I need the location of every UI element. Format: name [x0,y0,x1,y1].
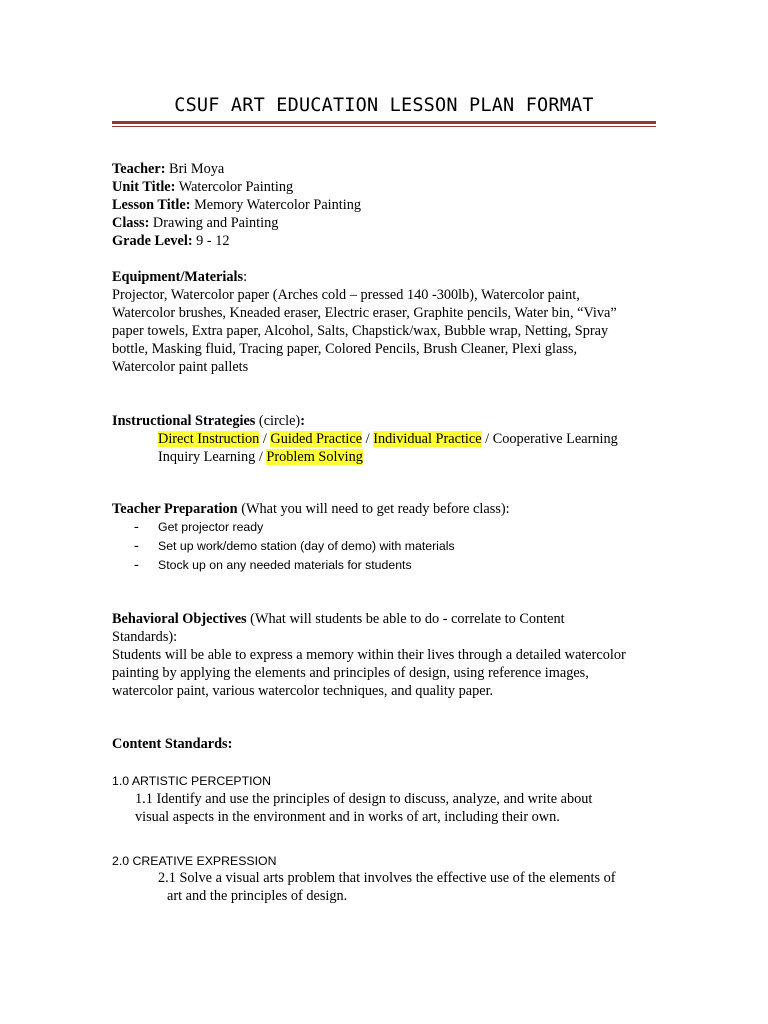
teacher-label: Teacher: [112,161,166,177]
strategy-sep: / [362,431,374,447]
strategies-line-2 [112,448,662,466]
strategies-line-1 [112,430,662,448]
bullet-dash: - [134,538,139,554]
lesson-title-line [112,196,662,214]
strategy-sep: / [255,449,267,465]
objectives-note-cont: Standards): [112,629,178,645]
preparation-item-text: Get projector ready [158,520,264,534]
bullet-dash: - [134,557,139,573]
objectives-note: (What will students be able to do - correlate to Content [246,611,565,627]
standard-2-body [158,869,708,905]
strategies-colon: : [300,413,305,429]
strategy-guided-practice: Guided Practice [270,431,363,447]
class-label: Class: [112,215,150,231]
strategy-individual-practice: Individual Practice [373,431,482,447]
preparation-heading: Teacher Preparation [112,501,238,517]
strategy-inquiry-learning: Inquiry Learning [158,449,256,465]
equipment-text: bottle, Masking fluid, Tracing paper, Colored Pencils, Brush Cleaner, Plexi glass, [112,341,578,357]
lesson-info [112,160,662,250]
teacher-line [112,160,662,178]
strategies-heading-line [112,412,662,430]
standard-1-line: visual aspects in the environment and in works of art, including their own. [135,809,560,825]
class-line [112,214,662,232]
strategy-sep: / [481,431,493,447]
preparation-item-text: Set up work/demo station (day of demo) with materials [158,539,455,553]
objectives-section [112,610,662,700]
objectives-text: Students will be able to express a memory within their lives through a detailed watercolor [112,647,626,663]
strategy-cooperative-learning: Cooperative Learning [492,431,618,447]
strategy-sep: / [259,431,271,447]
standards-heading-text: Content Standards: [112,736,233,752]
equipment-text: Watercolor brushes, Kneaded eraser, Electric eraser, Graphite pencils, Water bin, “Viva” [112,305,617,321]
standard-1-body [135,790,685,826]
preparation-item [112,537,662,556]
preparation-item [112,518,662,537]
lesson-title-value: Memory Watercolor Painting [190,197,362,213]
strategies-heading: Instructional Strategies [112,413,256,429]
unit-title-line [112,178,662,196]
unit-title-value: Watercolor Painting [175,179,294,195]
unit-title-label: Unit Title: [112,179,176,195]
standard-1-line: 1.1 Identify and use the principles of design to discuss, analyze, and write about [135,791,593,807]
equipment-heading: Equipment/Materials [112,269,244,285]
strategies-section [112,412,662,466]
strategy-direct-instruction: Direct Instruction [158,431,260,447]
grade-level-label: Grade Level: [112,233,193,249]
title-rule-thick [112,121,656,124]
standards-section [112,735,662,753]
standard-2-line: art and the principles of design. [167,888,348,904]
grade-level-value: 9 - 12 [192,233,230,249]
objectives-heading: Behavioral Objectives [112,611,247,627]
equipment-text: paper towels, Extra paper, Alcohol, Salts, Chapstick/wax, Bubble wrap, Netting, Spray [112,323,609,339]
equipment-heading-line [112,268,662,286]
preparation-heading-line [112,500,662,518]
preparation-item [112,556,662,575]
standard-2-heading: 2.0 CREATIVE EXPRESSION [112,854,277,868]
equipment-colon: : [243,269,248,285]
lesson-title-label: Lesson Title: [112,197,191,213]
title-rule-thin [112,126,656,127]
equipment-section [112,268,662,376]
preparation-item-text: Stock up on any needed materials for students [158,558,412,572]
standards-heading [112,735,662,753]
preparation-section [112,500,662,575]
strategy-problem-solving: Problem Solving [266,449,363,465]
bullet-dash: - [134,519,139,535]
class-value: Drawing and Painting [149,215,279,231]
equipment-text: Projector, Watercolor paper (Arches cold – pressed 140 -300lb), Watercolor paint, [112,287,580,303]
preparation-note: (What you will need to get ready before class): [237,501,510,517]
objectives-heading-line [112,610,662,628]
grade-level-line [112,232,662,250]
objectives-text: painting by applying the elements and principles of design, using reference images, [112,665,589,681]
strategies-note: (circle) [255,413,301,429]
page-title: CSUF ART EDUCATION LESSON PLAN FORMAT [174,95,594,116]
standard-2-line: 2.1 Solve a visual arts problem that involves the effective use of the elements of [158,870,616,886]
equipment-text: Watercolor paint pallets [112,359,249,375]
teacher-value: Bri Moya [165,161,225,177]
objectives-text: watercolor paint, various watercolor techniques, and quality paper. [112,683,494,699]
standard-1-heading: 1.0 ARTISTIC PERCEPTION [112,774,271,788]
